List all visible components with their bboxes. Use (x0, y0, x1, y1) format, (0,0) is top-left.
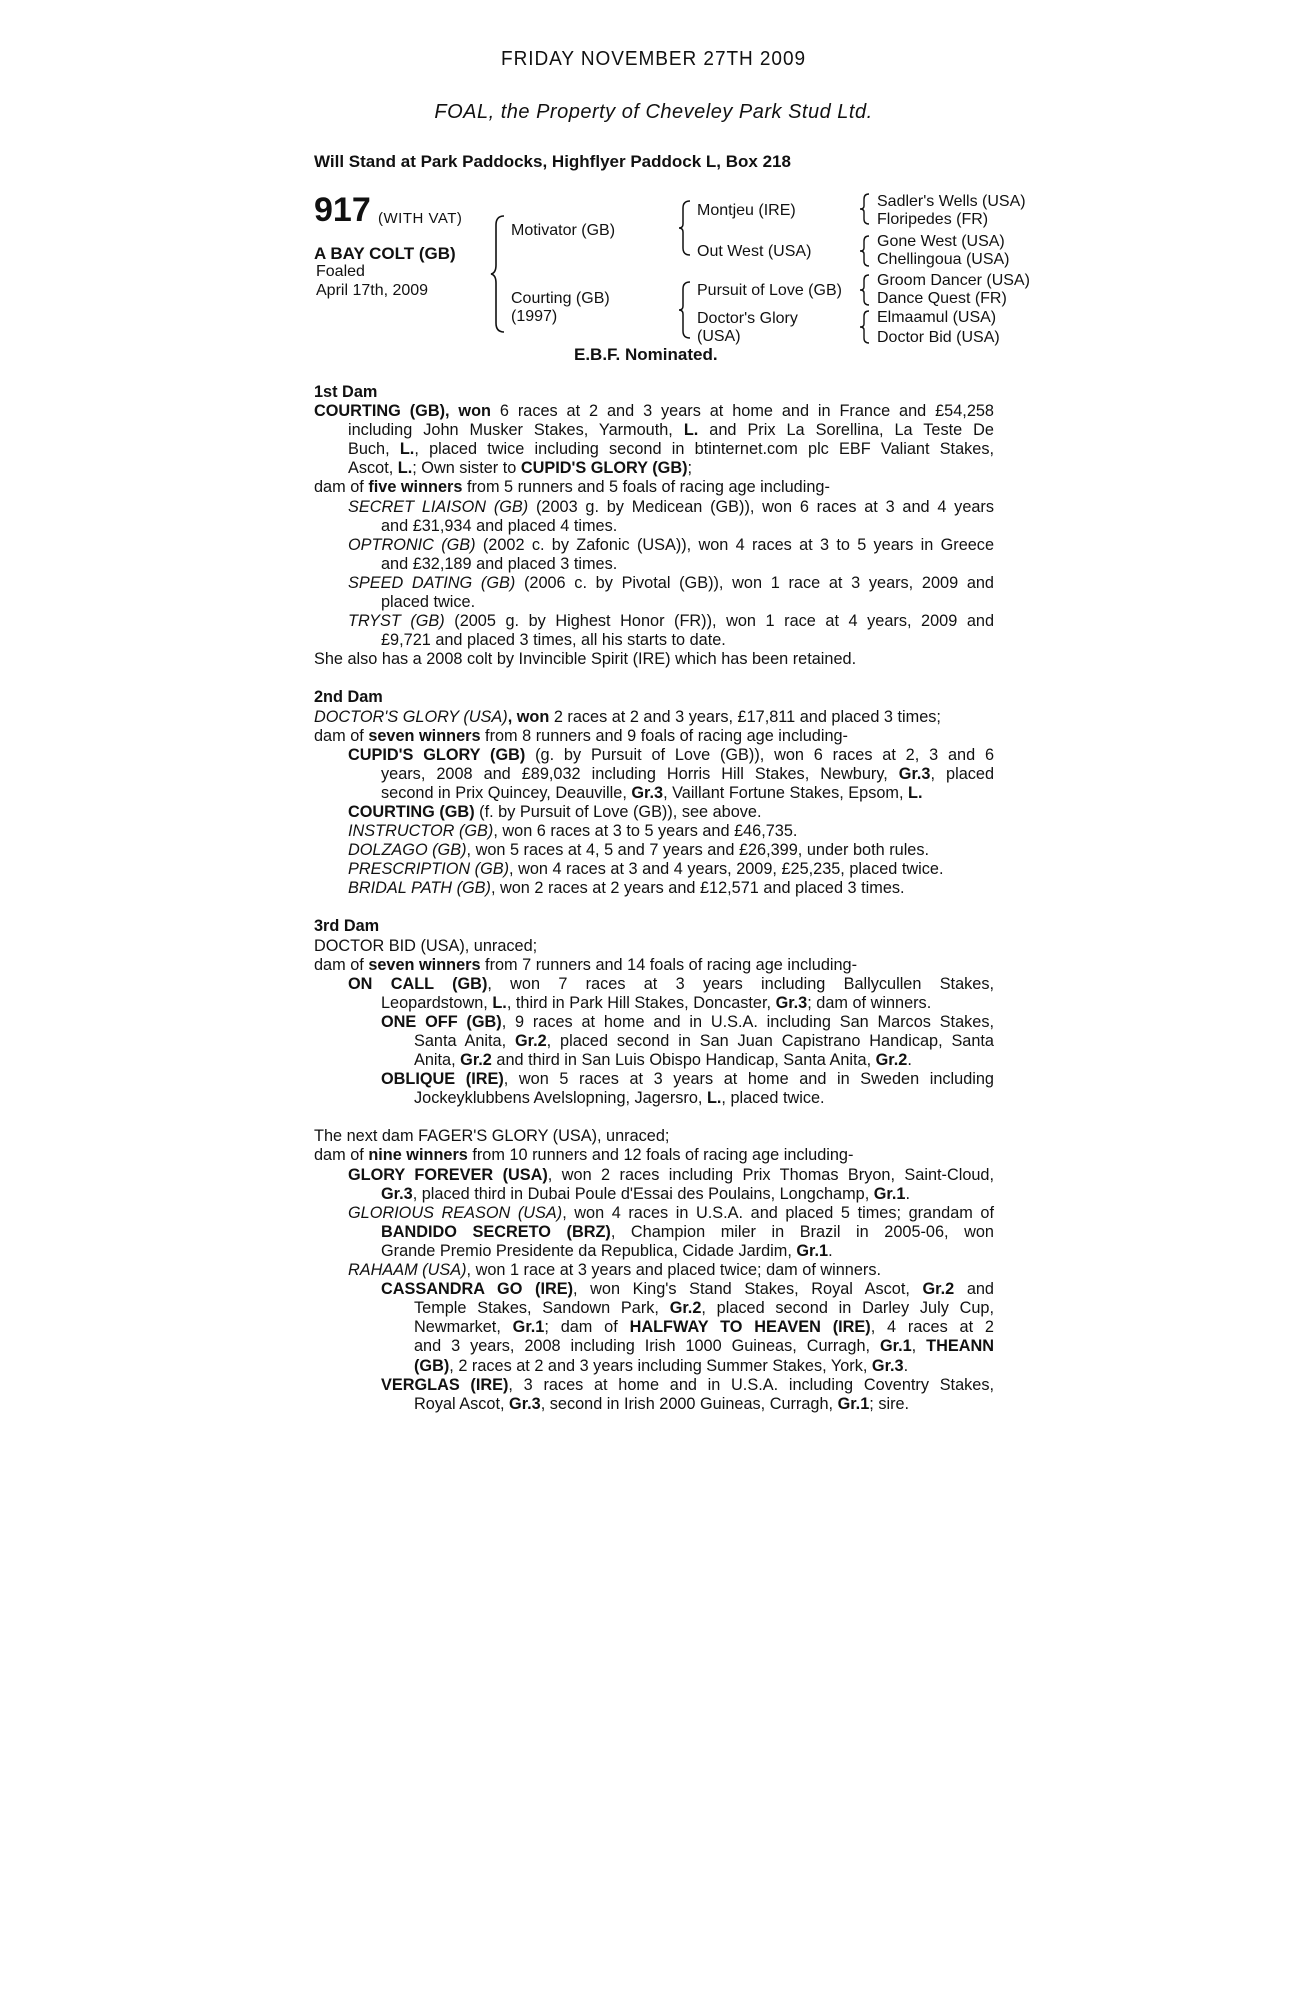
pedigree-brace-g2 (859, 235, 871, 267)
second-dam-line: dam of seven winners from 8 runners and 9 foals of racing age including- (314, 726, 848, 745)
first-dam-line: dam of five winners from 5 runners and 5 foals of racing age including- (314, 478, 830, 497)
first-dam-line: She also has a 2008 colt by Invincible Spirit (IRE) which has been retained. (314, 650, 857, 669)
consignor-line: FOAL, the Property of Cheveley Park Stud Ltd. (434, 101, 873, 123)
third-dam-line: Santa Anita, Gr.2, placed second in San Juan Capistrano Handicap, Santa (414, 1032, 994, 1050)
first-dam-line: Buch, L., placed twice including second in btinternet.com plc EBF Valiant Stakes, (348, 440, 994, 459)
next-dam-line: Royal Ascot, Gr.3, second in Irish 2000 Guineas, Curragh, Gr.1; sire. (414, 1394, 910, 1413)
third-dam-line: ON CALL (GB), won 7 races at 3 years including Ballycullen Stakes, (348, 974, 994, 993)
foaled-info (316, 262, 428, 300)
ped-dam-dam-country: (USA) (697, 328, 741, 345)
spacer (314, 1108, 994, 1127)
next-dam-line: Temple Stakes, Sandown Park, Gr.2, placed second in Darley July Cup, (414, 1299, 994, 1318)
first-dam-line: COURTING (GB), won 6 races at 2 and 3 years at home and in France and £54,258 (314, 402, 994, 421)
ped-g4: Chellingoua (USA) (877, 251, 1010, 268)
second-dam-line: years, 2008 and £89,032 including Horris Hill Stakes, Newbury, Gr.3, placed (381, 764, 994, 783)
second-dam-line: COURTING (GB) (f. by Pursuit of Love (GB)), see above. (348, 802, 762, 821)
pedigree-brace-g4 (859, 310, 871, 344)
ped-dam-name: Courting (GB) (511, 290, 610, 307)
ped-g2: Floripedes (FR) (877, 211, 989, 228)
spacer (314, 669, 994, 688)
ped-g7: Elmaamul (USA) (877, 309, 997, 326)
next-dam-line: RAHAAM (USA), won 1 race at 3 years and placed twice; dam of winners. (348, 1261, 881, 1280)
ebf-nomination: E.B.F. Nominated. (574, 345, 718, 364)
first-dam-line: SECRET LIAISON (GB) (2003 g. by Medicean (GB)), won 6 races at 3 and 4 years (348, 497, 994, 516)
ped-g6: Dance Quest (FR) (877, 290, 1007, 307)
ped-g3: Gone West (USA) (877, 233, 1005, 250)
second-dam-line: DOCTOR'S GLORY (USA), won 2 races at 2 and 3 years, £17,811 and placed 3 times; (314, 707, 941, 726)
pedigree-brace-g3 (859, 274, 871, 306)
second-dam-line: BRIDAL PATH (GB), won 2 races at 2 years and £12,571 and placed 3 times. (348, 879, 905, 898)
pedigree-brace-g1 (859, 193, 871, 225)
first-dam-line: £9,721 and placed 3 times, all his starts to date. (381, 631, 726, 650)
third-dam-heading: 3rd Dam (314, 917, 380, 936)
sale-date: FRIDAY NOVEMBER 27TH 2009 (501, 48, 806, 70)
second-dam-line: second in Prix Quincey, Deauville, Gr.3, Vaillant Fortune Stakes, Epsom, L. (381, 783, 923, 802)
lot-number: 917 (314, 191, 371, 229)
foaled-date: April 17th, 2009 (316, 282, 429, 299)
next-dam-line: Grande Premio Presidente da Republica, Cidade Jardim, Gr.1. (381, 1241, 833, 1260)
first-dam-line: placed twice. (381, 593, 476, 612)
next-dam-line: The next dam FAGER'S GLORY (USA), unraced; (314, 1127, 670, 1146)
pedigree-brace-sire (678, 200, 692, 256)
next-dam-line: and 3 years, 2008 including Irish 1000 Guineas, Curragh, Gr.1, THEANN (414, 1337, 994, 1356)
first-dam-line: TRYST (GB) (2005 g. by Highest Honor (FR)), won 1 race at 4 years, 2009 and (348, 612, 995, 631)
second-dam-line: INSTRUCTOR (GB), won 6 races at 3 to 5 years and £46,735. (348, 822, 798, 841)
first-dam-line: OPTRONIC (GB) (2002 c. by Zafonic (USA)), won 4 races at 3 to 5 years in Greece (348, 535, 994, 554)
first-dam-line: and £31,934 and placed 4 times. (381, 516, 618, 535)
first-dam-line: SPEED DATING (GB) (2006 c. by Pivotal (GB)), won 1 race at 3 years, 2009 and (348, 573, 994, 592)
second-dam-line: DOLZAGO (GB), won 5 races at 4, 5 and 7 years and £26,399, under both rules. (348, 841, 930, 860)
stand-location: Will Stand at Park Paddocks, Highflyer Paddock L, Box 218 (314, 152, 791, 171)
ped-dam-year: (1997) (511, 308, 558, 325)
lot-description: A BAY COLT (GB) (314, 244, 456, 263)
third-dam-line: OBLIQUE (IRE), won 5 races at 3 years at home and in Sweden including (381, 1070, 994, 1089)
next-dam-line: (GB), 2 races at 2 and 3 years including Summer Stakes, York, Gr.3. (414, 1356, 909, 1375)
third-dam-line: dam of seven winners from 7 runners and 14 foals of racing age including- (314, 955, 858, 974)
ped-g5: Groom Dancer (USA) (877, 272, 1030, 289)
ped-dam (511, 290, 610, 326)
third-dam-line: DOCTOR BID (USA), unraced; (314, 936, 538, 955)
first-dam-line: Ascot, L.; Own sister to CUPID'S GLORY (GB); (348, 459, 693, 478)
second-dam-line: PRESCRIPTION (GB), won 4 races at 3 and 4 years, 2009, £25,235, placed twice. (348, 860, 944, 879)
next-dam-line: GLORIOUS REASON (USA), won 4 races in U.S.A. and placed 5 times; grandam of (348, 1203, 994, 1222)
ped-dam-dam-name: Doctor's Glory (697, 310, 798, 327)
next-dam-line: BANDIDO SECRETO (BRZ), Champion miler in Brazil in 2005-06, won (381, 1222, 994, 1241)
pedigree-brace-main (490, 215, 506, 333)
second-dam-line: CUPID'S GLORY (GB) (g. by Pursuit of Love (GB)), won 6 races at 2, 3 and 6 (348, 745, 994, 764)
third-dam-line: Jockeyklubbens Avelslopning, Jagersro, L., placed twice. (414, 1089, 825, 1108)
ped-sire: Motivator (GB) (511, 222, 616, 239)
next-dam-line: GLORY FOREVER (USA), won 2 races including Prix Thomas Bryon, Saint-Cloud, (348, 1165, 995, 1184)
ped-sire-sire: Montjeu (IRE) (697, 202, 796, 219)
vat-note: (WITH VAT) (378, 210, 463, 227)
next-dam-line: VERGLAS (IRE), 3 races at home and in U.S.A. including Coventry Stakes, (381, 1375, 994, 1394)
ped-dam-sire: Pursuit of Love (GB) (697, 282, 842, 299)
third-dam-line: Leopardstown, L., third in Park Hill Stakes, Doncaster, Gr.3; dam of winners. (381, 993, 932, 1012)
spacer (314, 898, 994, 917)
third-dam-line: Anita, Gr.2 and third in San Luis Obispo Handicap, Santa Anita, Gr.2. (414, 1051, 912, 1070)
next-dam-line: Gr.3, placed third in Dubai Poule d'Essai des Poulains, Longchamp, Gr.1. (381, 1184, 910, 1203)
foaled-label: Foaled (316, 263, 365, 280)
ped-dam-dam (697, 310, 798, 346)
next-dam-line: Newmarket, Gr.1; dam of HALFWAY TO HEAVEN (IRE), 4 races at 2 (414, 1318, 994, 1337)
ped-g8: Doctor Bid (USA) (877, 329, 1000, 346)
next-dam-line: dam of nine winners from 10 runners and 12 foals of racing age including- (314, 1146, 854, 1165)
first-dam-heading: 1st Dam (314, 383, 378, 401)
first-dam-line: including John Musker Stakes, Yarmouth, L. and Prix La Sorellina, La Teste De (348, 421, 994, 440)
first-dam-line: and £32,189 and placed 3 times. (381, 554, 618, 573)
pedigree-brace-dam (678, 281, 692, 339)
third-dam-line: ONE OFF (GB), 9 races at home and in U.S.A. including San Marcos Stakes, (381, 1012, 994, 1031)
second-dam-heading: 2nd Dam (314, 688, 383, 707)
next-dam-line: CASSANDRA GO (IRE), won King's Stand Stakes, Royal Ascot, Gr.2 and (381, 1280, 994, 1299)
ped-g1: Sadler's Wells (USA) (877, 193, 1026, 210)
ped-sire-dam: Out West (USA) (697, 243, 812, 260)
produce-record (314, 383, 994, 1414)
